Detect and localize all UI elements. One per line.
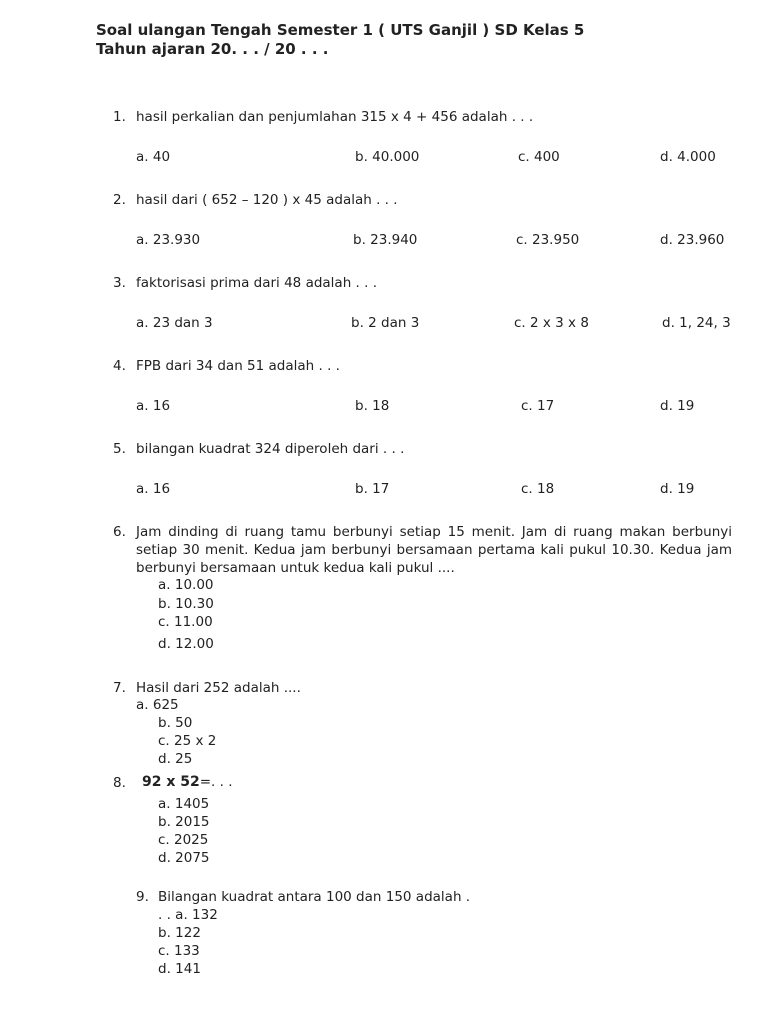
question-number: 4. [113, 358, 126, 374]
option-c: c. 17 [521, 398, 555, 414]
question-text: bilangan kuadrat 324 diperoleh dari . . . [136, 441, 405, 457]
option-a: a. 23 dan 3 [136, 315, 213, 331]
question-text: hasil dari ( 652 – 120 ) x 45 adalah . . . [136, 192, 398, 208]
option-b: b. 50 [158, 715, 193, 731]
option-c: c. 25 x 2 [158, 733, 217, 749]
question-text: Bilangan kuadrat antara 100 dan 150 adalah . [158, 889, 471, 905]
option-c: c. 400 [518, 149, 560, 165]
question-number: 3. [113, 275, 126, 291]
expression: 92 x 52 [142, 774, 200, 790]
question-number: 5. [113, 441, 126, 457]
option-d: d. 2075 [158, 850, 210, 866]
option-a: a. 16 [136, 398, 171, 414]
option-d: d. 12.00 [158, 636, 214, 652]
question-text: FPB dari 34 dan 51 adalah . . . [136, 358, 340, 374]
option-a: a. 23.930 [136, 232, 201, 248]
question-text: Jam dinding di ruang tamu berbunyi setiap 15 menit. Jam di ruang makan berbunyi setiap 30 menit. Kedua jam berbunyi bersamaan pertama kali pukul 10.30. Kedua jam berbunyi bersamaan untuk kedua kali pukul .... [136, 524, 732, 576]
exam-title: Soal ulangan Tengah Semester 1 ( UTS Ganjil ) SD Kelas 5 [96, 21, 585, 39]
option-a: . . a. 132 [158, 907, 218, 923]
option-b: b. 2 dan 3 [351, 315, 420, 331]
question-number: 9. [136, 889, 149, 905]
option-b: b. 2015 [158, 814, 210, 830]
option-a: a. 40 [136, 149, 171, 165]
option-b: b. 23.940 [353, 232, 418, 248]
option-d: d. 141 [158, 961, 201, 977]
question-text: hasil perkalian dan penjumlahan 315 x 4 + 456 adalah . . . [136, 109, 534, 125]
option-d: d. 19 [660, 398, 695, 414]
option-b: b. 122 [158, 925, 201, 941]
option-d: d. 23.960 [660, 232, 725, 248]
option-a: a. 16 [136, 481, 171, 497]
question-number: 7. [113, 680, 126, 696]
option-c: c. 133 [158, 943, 200, 959]
option-b: b. 10.30 [158, 596, 214, 612]
option-b: b. 40.000 [355, 149, 420, 165]
option-b: b. 18 [355, 398, 390, 414]
option-c: c. 2025 [158, 832, 209, 848]
option-d: d. 25 [158, 751, 193, 767]
option-a: a. 1405 [158, 796, 210, 812]
question-number: 8. [113, 775, 126, 791]
question-number: 2. [113, 192, 126, 208]
school-year: Tahun ajaran 20. . . / 20 . . . [96, 40, 329, 58]
question-text [142, 773, 233, 791]
option-a: a. 10.00 [158, 577, 214, 593]
question-text: faktorisasi prima dari 48 adalah . . . [136, 275, 378, 291]
option-c: c. 18 [521, 481, 555, 497]
option-a: a. 625 [136, 697, 179, 713]
option-c: c. 23.950 [516, 232, 580, 248]
option-c: c. 2 x 3 x 8 [514, 315, 589, 331]
option-b: b. 17 [355, 481, 390, 497]
question-text: Hasil dari 252 adalah .... [136, 680, 301, 696]
expression-suffix: =. . . [199, 774, 233, 790]
question-number: 1. [113, 109, 126, 125]
question-number: 6. [113, 524, 126, 540]
option-c: c. 11.00 [158, 614, 213, 630]
option-d: d. 19 [660, 481, 695, 497]
document-header [96, 21, 584, 59]
option-d: d. 1, 24, 3 [662, 315, 731, 331]
option-d: d. 4.000 [660, 149, 716, 165]
